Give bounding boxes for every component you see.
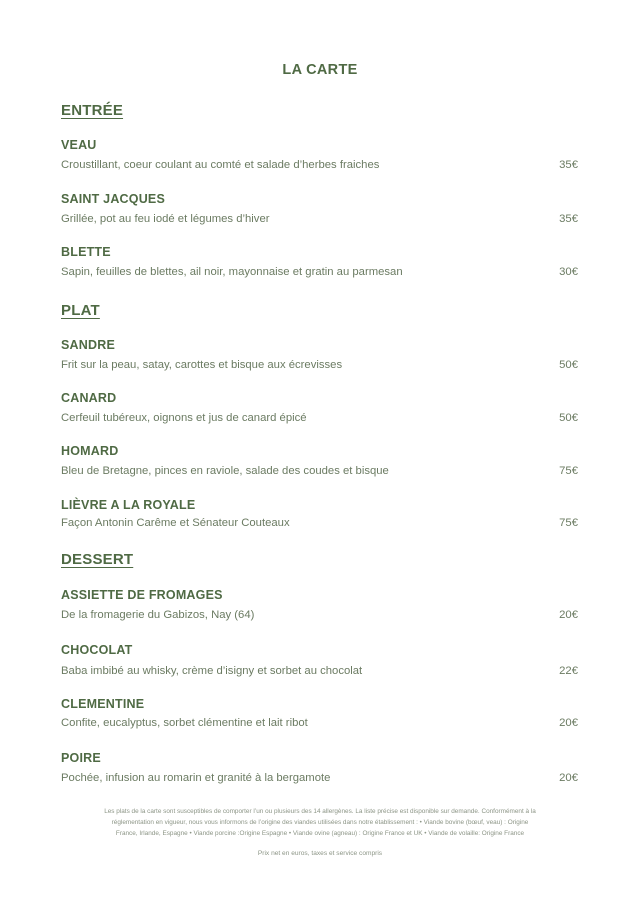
dish-name: POIRE	[61, 751, 101, 765]
dish-description: Façon Antonin Carême et Sénateur Couteaux	[61, 517, 290, 529]
dish-price: 20€	[559, 609, 578, 621]
dish-description: Frit sur la peau, satay, carottes et bisque aux écrevisses	[61, 359, 343, 371]
dish-price: 50€	[559, 412, 578, 424]
dish-name: LIÈVRE A LA ROYALE	[61, 498, 196, 512]
dish-description: Grillée, pot au feu iodé et légumes d’hiver	[61, 213, 270, 225]
dish-price: 35€	[559, 213, 578, 225]
dish-name: CLEMENTINE	[61, 697, 145, 711]
dish-price: 50€	[559, 359, 578, 371]
dish-name: SANDRE	[61, 338, 115, 352]
dish-name: CANARD	[61, 391, 117, 405]
section-title-plat: PLAT	[61, 302, 100, 319]
dish-name: VEAU	[61, 138, 97, 152]
dish-description: Sapin, feuilles de blettes, ail noir, mayonnaise et gratin au parmesan	[61, 266, 403, 278]
dish-description: Croustillant, coeur coulant au comté et salade d’herbes fraiches	[61, 159, 380, 171]
section-title-dessert: DESSERT	[61, 551, 134, 568]
dish-name: HOMARD	[61, 444, 119, 458]
allergen-notice	[60, 806, 580, 839]
dish-name: SAINT JACQUES	[61, 192, 166, 206]
dish-price: 20€	[559, 772, 578, 784]
section-title-entree: ENTRÉE	[61, 102, 124, 119]
allergen-notice-line: réglementation en vigueur, nous vous informons de l’origine des viandes utilisées dans notre établissement : • Viande bovine (bœuf, veau) : Origine	[111, 819, 529, 826]
dish-description: Confite, eucalyptus, sorbet clémentine et lait ribot	[61, 717, 308, 729]
dish-description: Baba imbibé au whisky, crème d’isigny et sorbet au chocolat	[61, 665, 363, 677]
dish-description: Cerfeuil tubéreux, oignons et jus de canard épicé	[61, 412, 307, 424]
allergen-notice-line: Les plats de la carte sont susceptibles de comporter l’un ou plusieurs des 14 allergènes. La liste précise est disponible sur demande. Conformément à la	[104, 808, 536, 815]
dish-description: De la fromagerie du Gabizos, Nay (64)	[61, 609, 255, 621]
dish-price: 35€	[559, 159, 578, 171]
dish-description: Pochée, infusion au romarin et granité à la bergamote	[61, 772, 331, 784]
allergen-notice-line: France, Irlande, Espagne • Viande porcine :Origine Espagne • Viande ovine (agneau) : Origine France et UK • Viande de volaille: Origine France	[115, 830, 525, 837]
dish-description: Bleu de Bretagne, pinces en raviole, salade des coudes et bisque	[61, 465, 389, 477]
dish-price: 75€	[559, 465, 578, 477]
dish-price: 75€	[559, 517, 578, 529]
dish-price: 20€	[559, 717, 578, 729]
dish-price: 30€	[559, 266, 578, 278]
dish-price: 22€	[559, 665, 578, 677]
dish-name: BLETTE	[61, 245, 111, 259]
dish-name: CHOCOLAT	[61, 643, 133, 657]
price-notice: Prix net en euros, taxes et service compris	[257, 850, 383, 857]
page-title: LA CARTE	[282, 62, 358, 78]
dish-name: ASSIETTE DE FROMAGES	[61, 588, 223, 602]
